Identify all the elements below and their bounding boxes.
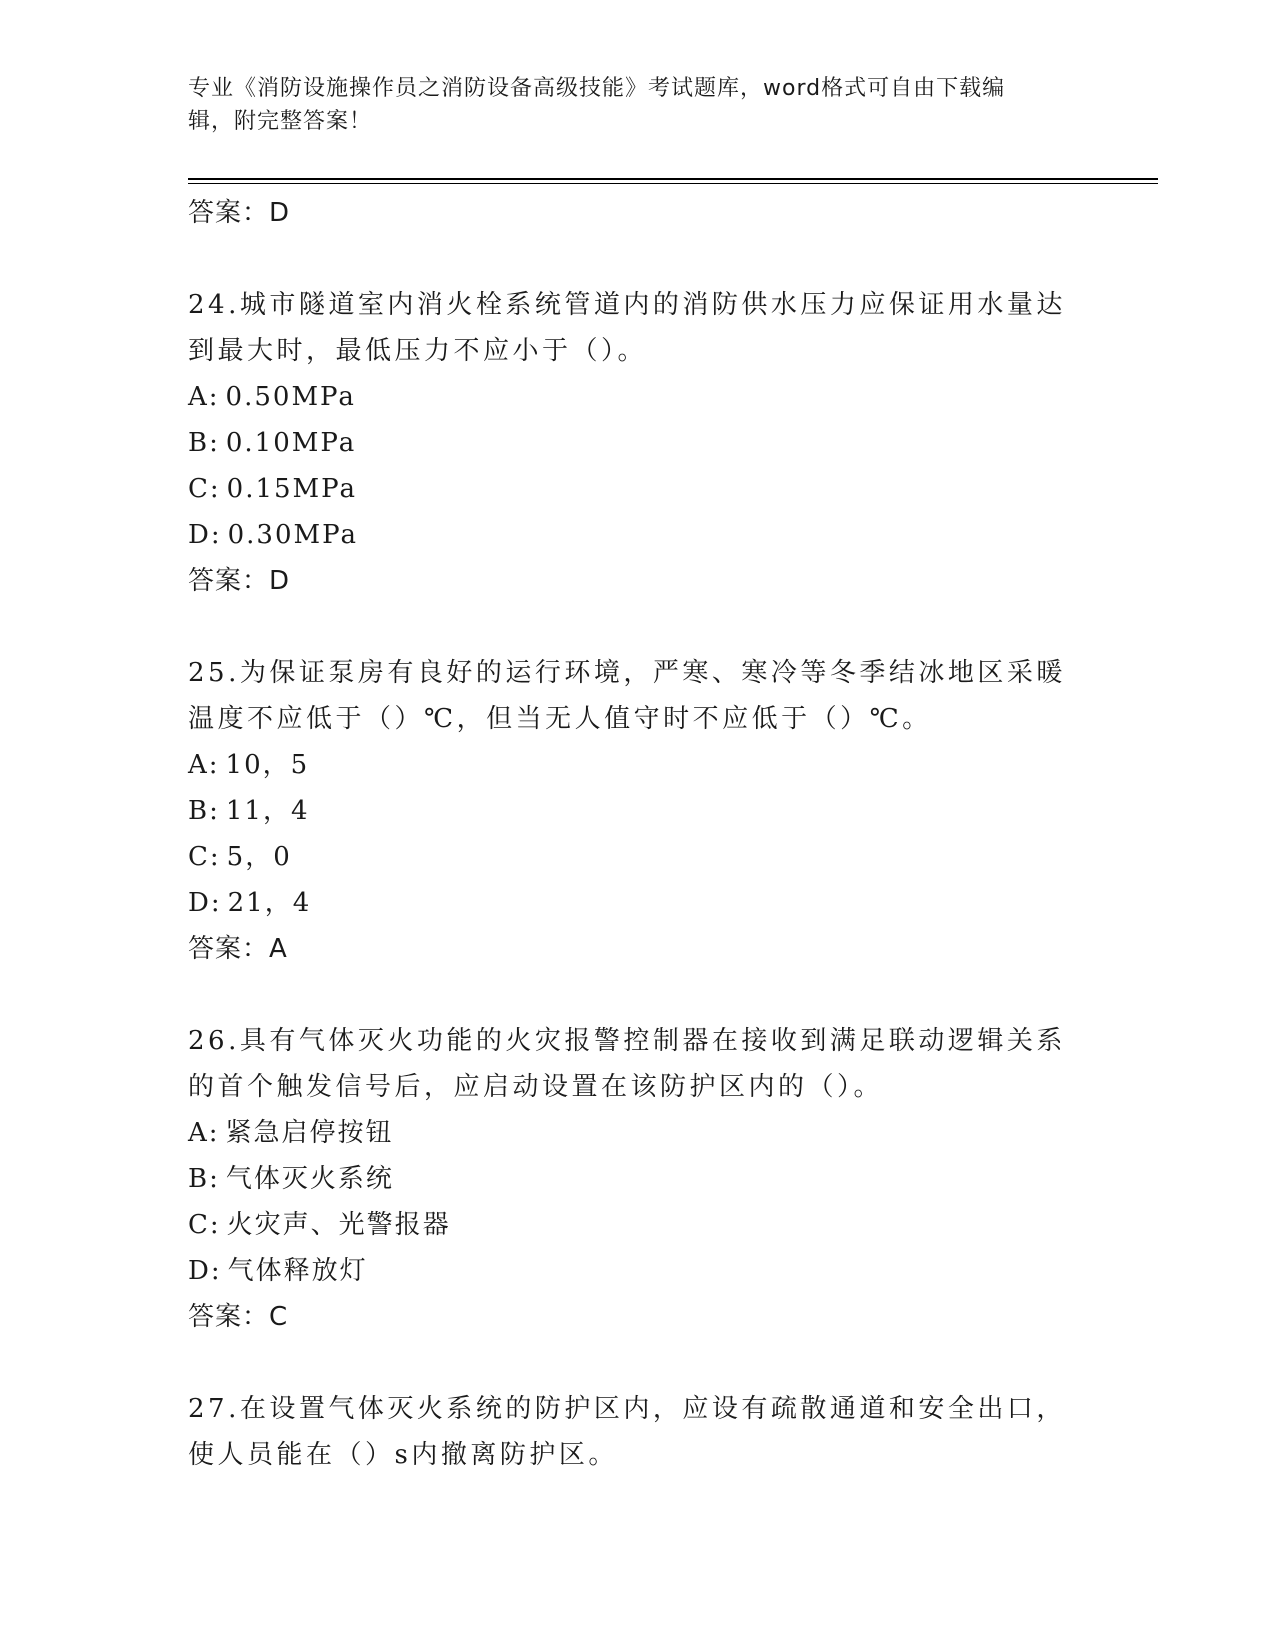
answer-label: 答案：	[188, 198, 270, 228]
option-key: A:	[188, 1118, 220, 1148]
option-text: 0.15MPa	[226, 474, 357, 504]
option-key: A:	[188, 382, 220, 412]
option-b	[188, 420, 1088, 466]
option-text: 紧急启停按钮	[225, 1118, 394, 1148]
option-text: 0.10MPa	[225, 428, 357, 458]
answer-line	[188, 190, 1088, 236]
option-text: 火灾声、光警报器	[226, 1210, 451, 1240]
option-key: C:	[188, 842, 221, 872]
header-divider	[188, 178, 1158, 180]
option-key: B:	[188, 796, 220, 826]
option-c	[188, 466, 1088, 512]
answer-line	[188, 1294, 1088, 1340]
option-key: D:	[188, 1256, 222, 1286]
header-line-1: 专业《消防设施操作员之消防设备高级技能》考试题库，word格式可自由下载编	[188, 76, 1006, 101]
answer-value: A	[269, 934, 288, 964]
document-header	[188, 72, 1088, 138]
answer-label: 答案：	[188, 934, 270, 964]
question-26	[188, 1018, 1088, 1340]
question-list	[188, 190, 1088, 1478]
option-c	[188, 1202, 1088, 1248]
option-a	[188, 374, 1088, 420]
question-text: 27.在设置气体灭火系统的防护区内，应设有疏散通道和安全出口，使人员能在（）s内撤离防护区。	[188, 1394, 1066, 1470]
option-d	[188, 1248, 1088, 1294]
option-text: 0.30MPa	[227, 520, 358, 550]
option-text: 0.50MPa	[225, 382, 356, 412]
option-text: 5，0	[226, 842, 292, 872]
question-text: 25.为保证泵房有良好的运行环境，严寒、寒冷等冬季结冰地区采暖温度不应低于（）℃，但当无人值守时不应低于（）℃。	[188, 658, 1066, 734]
option-text: 11，4	[225, 796, 310, 826]
option-text: 21，4	[227, 888, 312, 918]
answer-line	[188, 926, 1088, 972]
question-25	[188, 650, 1088, 972]
option-a	[188, 742, 1088, 788]
header-line-2: 辑，附完整答案！	[188, 109, 373, 134]
question-text: 24.城市隧道室内消火栓系统管道内的消防供水压力应保证用水量达到最大时，最低压力不应小于（）。	[188, 290, 1066, 366]
option-key: C:	[188, 1210, 221, 1240]
option-text: 气体灭火系统	[225, 1164, 394, 1194]
question-text: 26.具有气体灭火功能的火灾报警控制器在接收到满足联动逻辑关系的首个触发信号后，应启动设置在该防护区内的（）。	[188, 1026, 1066, 1102]
option-b	[188, 1156, 1088, 1202]
question-24	[188, 282, 1088, 604]
answer-label: 答案：	[188, 1302, 270, 1332]
header-divider-thin	[188, 183, 1158, 184]
answer-value: D	[269, 566, 291, 596]
option-key: D:	[188, 888, 222, 918]
option-key: B:	[188, 428, 220, 458]
option-key: D:	[188, 520, 222, 550]
option-key: C:	[188, 474, 221, 504]
option-a	[188, 1110, 1088, 1156]
option-text: 气体释放灯	[227, 1256, 368, 1286]
option-key: B:	[188, 1164, 220, 1194]
answer-value: D	[269, 198, 291, 228]
option-c	[188, 834, 1088, 880]
question-27	[188, 1386, 1088, 1478]
option-b	[188, 788, 1088, 834]
option-text: 10，5	[225, 750, 310, 780]
answer-line	[188, 558, 1088, 604]
option-key: A:	[188, 750, 220, 780]
answer-value: C	[269, 1302, 289, 1332]
option-d	[188, 512, 1088, 558]
option-d	[188, 880, 1088, 926]
answer-label: 答案：	[188, 566, 270, 596]
